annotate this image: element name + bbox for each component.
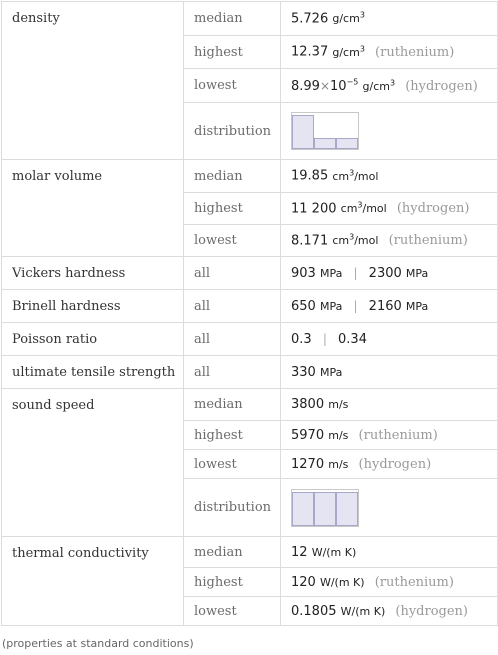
stat-label: highest (184, 36, 281, 69)
thermal-highest-value: 120 W/(m K) (ruthenium) (281, 568, 498, 597)
property-label-molar-volume: molar volume (2, 160, 184, 257)
stat-label: lowest (184, 69, 281, 103)
property-label-density: density (2, 2, 184, 160)
table-row (2, 389, 498, 421)
element-note: (ruthenium) (388, 233, 468, 249)
element-note: (hydrogen) (396, 201, 470, 217)
molar-volume-median-value: 19.85 $cm^3$/mol (281, 160, 498, 193)
histogram-bar (314, 138, 336, 149)
stat-label: median (184, 160, 281, 193)
table-row (2, 2, 498, 36)
table-row (2, 323, 498, 356)
histogram-bar (336, 138, 358, 149)
sound-speed-distribution (281, 479, 498, 537)
table-row (2, 537, 498, 568)
density-highest-value: 12.37 $g/cm^3$ (ruthenium) (281, 36, 498, 69)
element-note: (ruthenium) (375, 44, 455, 60)
density-distribution (281, 103, 498, 160)
stat-label: lowest (184, 597, 281, 626)
properties-table (1, 1, 498, 626)
property-label-vickers-hardness: Vickers hardness (2, 257, 184, 290)
element-note: (hydrogen) (358, 456, 432, 472)
thermal-lowest-value: 0.1805 W/(m K) (hydrogen) (281, 597, 498, 626)
stat-label: all (184, 356, 281, 389)
stat-label: median (184, 2, 281, 36)
vickers-value: 903 MPa | 2300 MPa (281, 257, 498, 290)
sound-speed-lowest-value: 1270 m/s (hydrogen) (281, 450, 498, 479)
sound-speed-median-value: 3800 m/s (281, 389, 498, 421)
molar-volume-lowest-value: 8.171 $cm^3$/mol (ruthenium) (281, 225, 498, 257)
property-label-poisson-ratio: Poisson ratio (2, 323, 184, 356)
footnote: (properties at standard conditions) (2, 637, 194, 650)
thermal-median-value: 12 W/(m K) (281, 537, 498, 568)
histogram-bar (292, 492, 314, 526)
table-row (2, 290, 498, 323)
property-label-sound-speed: sound speed (2, 389, 184, 537)
table-row (2, 356, 498, 389)
element-note: (ruthenium) (358, 427, 438, 443)
property-label-brinell-hardness: Brinell hardness (2, 290, 184, 323)
property-label-ultimate-tensile-strength: ultimate tensile strength (2, 356, 184, 389)
molar-volume-highest-value: 11 200 $cm^3$/mol (hydrogen) (281, 193, 498, 225)
density-median-value: 5.726 $g/cm^3$ (281, 2, 498, 36)
stat-label: all (184, 290, 281, 323)
stat-label: lowest (184, 225, 281, 257)
stat-label: highest (184, 421, 281, 450)
uts-value: 330 MPa (281, 356, 498, 389)
histogram-bar (292, 115, 314, 149)
histogram (291, 112, 359, 150)
element-note: (hydrogen) (395, 603, 468, 619)
histogram-bar (314, 492, 336, 526)
brinell-value: 650 MPa | 2160 MPa (281, 290, 498, 323)
stat-label: distribution (184, 103, 281, 160)
histogram (291, 489, 359, 527)
property-label-thermal-conductivity: thermal conductivity (2, 537, 184, 626)
sound-speed-highest-value: 5970 m/s (ruthenium) (281, 421, 498, 450)
element-note: (hydrogen) (405, 78, 478, 94)
table-row (2, 257, 498, 290)
stat-label: distribution (184, 479, 281, 537)
element-note: (ruthenium) (374, 574, 454, 590)
stat-label: lowest (184, 450, 281, 479)
stat-label: highest (184, 568, 281, 597)
histogram-bar (336, 492, 358, 526)
poisson-value: 0.3 | 0.34 (281, 323, 498, 356)
stat-label: median (184, 537, 281, 568)
stat-label: all (184, 257, 281, 290)
density-lowest-value: $8.99\times 10^{-5}$ $g/cm^3$ (hydrogen) (281, 69, 498, 103)
stat-label: highest (184, 193, 281, 225)
table-row (2, 160, 498, 193)
stat-label: all (184, 323, 281, 356)
stat-label: median (184, 389, 281, 421)
